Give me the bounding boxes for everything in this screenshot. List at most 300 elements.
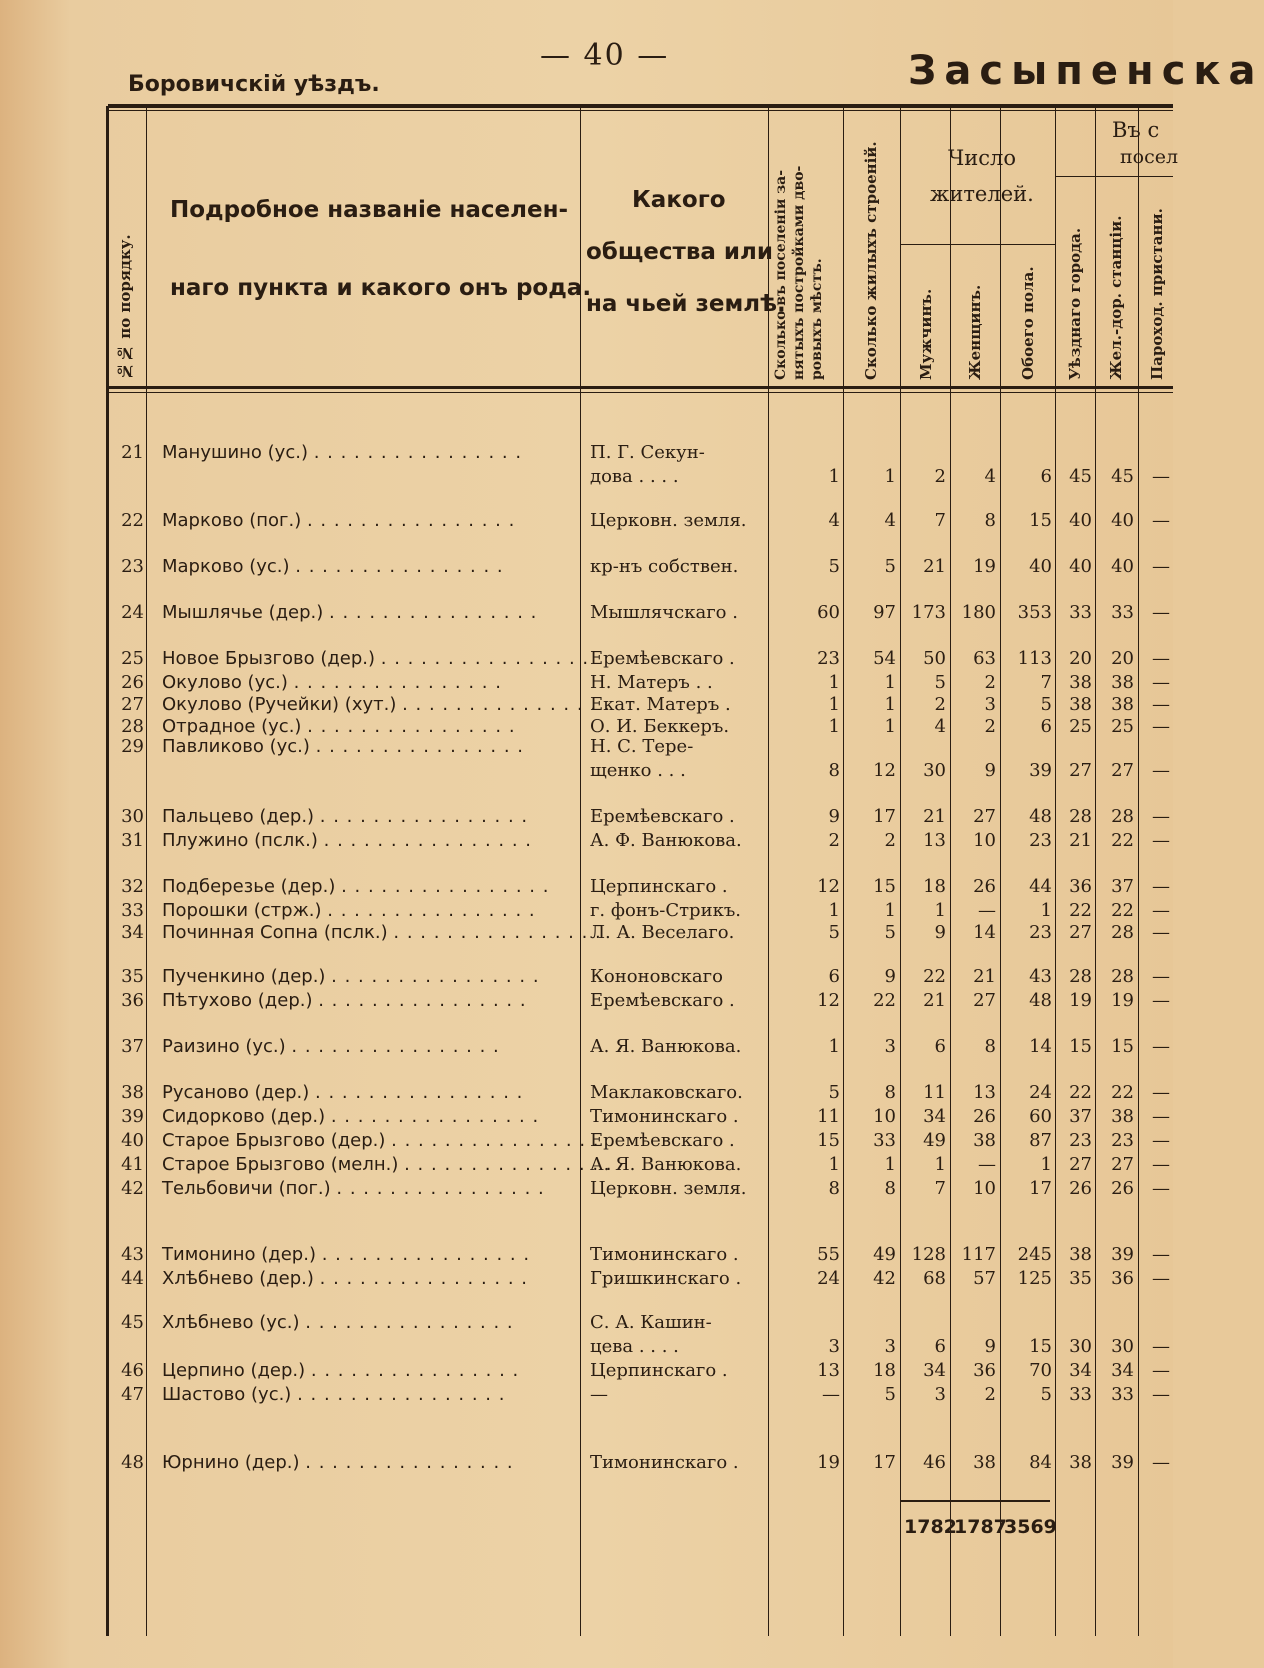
volost-title: Засыпенска (908, 48, 1264, 94)
row-pier: — (1152, 1336, 1170, 1357)
row-place-name: Церпино (дер.) . . . . . . . . . . . . . . . . (162, 1360, 520, 1381)
row-number: 48 (121, 1452, 144, 1473)
header-female: Женщинъ. (966, 284, 984, 380)
row-rail: 45 (1111, 466, 1134, 487)
row-number: 33 (121, 900, 144, 921)
row-pier: — (1152, 966, 1170, 987)
row-number: 26 (121, 672, 144, 693)
row-place-name: Павликово (ус.) . . . . . . . . . . . . . . . . (162, 736, 525, 757)
table-row (0, 1082, 1173, 1104)
row-number: 42 (121, 1178, 144, 1199)
dot-leader: . . . . . . . . . . . . . . . . (404, 1154, 613, 1175)
row-male: 46 (923, 1452, 946, 1473)
header-rail: Жел.-дор. станціи. (1107, 215, 1125, 380)
row-male: 7 (934, 1178, 946, 1199)
row-rail: 38 (1111, 1106, 1134, 1127)
row-female: — (978, 1154, 996, 1175)
row-number: 37 (121, 1036, 144, 1057)
row-rail: 15 (1111, 1036, 1134, 1057)
row-society: Еремѣевскаго . (590, 648, 735, 669)
row-place-name: Тельбовичи (пог.) . . . . . . . . . . . . . . . . (162, 1178, 545, 1199)
dot-leader: . . . . . . . . . . . . . . . . (315, 736, 525, 757)
row-town: 27 (1069, 922, 1092, 943)
row-society: г. фонъ-Стрикъ. (590, 900, 742, 921)
row-town: 40 (1069, 556, 1092, 577)
row-society: Л. А. Веселаго. (590, 922, 735, 943)
row-pier: — (1152, 1452, 1170, 1473)
row-female: 38 (973, 1452, 996, 1473)
row-number: 32 (121, 876, 144, 897)
row-yards: 60 (817, 602, 840, 623)
col-line (843, 106, 844, 1636)
row-female: 180 (961, 602, 996, 623)
row-yards: 55 (817, 1244, 840, 1265)
table-row (0, 648, 1173, 670)
row-both: 125 (1017, 1268, 1052, 1289)
row-town: 26 (1069, 1178, 1092, 1199)
total-female: 1787 (954, 1516, 1007, 1538)
row-number: 46 (121, 1360, 144, 1381)
row-town: 38 (1069, 1244, 1092, 1265)
row-town: 20 (1069, 648, 1092, 669)
row-number: 43 (121, 1244, 144, 1265)
row-society: Еремѣевскаго . (590, 990, 735, 1011)
row-yards: 12 (817, 876, 840, 897)
row-place-name: Русаново (дер.) . . . . . . . . . . . . . . . . (162, 1082, 524, 1103)
row-male: 2 (934, 694, 946, 715)
row-buildings: 17 (873, 1452, 896, 1473)
header-distance-line1: Въ с (1112, 118, 1160, 142)
row-society: Тимонинскаго . (590, 1106, 739, 1127)
table-row (0, 602, 1173, 624)
row-place-name: Окулово (ус.) . . . . . . . . . . . . . . . . (162, 672, 502, 693)
row-both: 15 (1029, 1336, 1052, 1357)
row-male: 3 (934, 1384, 946, 1405)
table-row (0, 442, 1173, 487)
header-society-line1: Какого (632, 187, 726, 213)
row-buildings: 1 (884, 466, 896, 487)
row-buildings: 5 (884, 922, 896, 943)
row-male: 6 (934, 1036, 946, 1057)
col-line (900, 106, 901, 1636)
row-yards: 24 (817, 1268, 840, 1289)
dot-leader: . . . . . . . . . . . . . . . . (305, 1312, 514, 1333)
top-rule-thin (108, 110, 1173, 111)
row-rail: 19 (1111, 990, 1134, 1011)
row-rail: 28 (1111, 922, 1134, 943)
row-pier: — (1152, 922, 1170, 943)
row-town: 38 (1069, 694, 1092, 715)
table-row (0, 736, 1173, 781)
header-society-line3: на чьей землѣ. (586, 291, 786, 317)
row-society: Еремѣевскаго . (590, 806, 735, 827)
row-male: 18 (923, 876, 946, 897)
row-both: 6 (1040, 466, 1052, 487)
table-row (0, 1154, 1173, 1176)
row-town: 21 (1069, 830, 1092, 851)
row-yards: 3 (828, 1336, 840, 1357)
row-place-name: Хлѣбнево (дер.) . . . . . . . . . . . . . . . . (162, 1268, 529, 1289)
row-both: 5 (1040, 1384, 1052, 1405)
row-buildings: 8 (884, 1178, 896, 1199)
dot-leader: . . . . . . . . . . . . . . . . (319, 1268, 529, 1289)
row-female: 27 (973, 990, 996, 1011)
row-both: 5 (1040, 694, 1052, 715)
row-place-name: Раизино (ус.) . . . . . . . . . . . . . . . . (162, 1036, 500, 1057)
row-society: Екат. Матеръ . (590, 694, 731, 715)
table-row (0, 1360, 1173, 1382)
row-place-name: Пѣтухово (дер.) . . . . . . . . . . . . . . . . (162, 990, 527, 1011)
table-row (0, 830, 1173, 852)
row-female: 2 (984, 716, 996, 737)
row-rail: 27 (1111, 1154, 1134, 1175)
dot-leader: . . . . . . . . . . . . . . . . (310, 1360, 520, 1381)
row-both: 1 (1040, 900, 1052, 921)
row-yards: 1 (828, 716, 840, 737)
row-rail: 36 (1111, 1268, 1134, 1289)
dot-leader: . . . . . . . . . . . . . . . . (393, 922, 602, 943)
row-male: 7 (934, 510, 946, 531)
row-both: 40 (1029, 556, 1052, 577)
row-buildings: 10 (873, 1106, 896, 1127)
row-town: 45 (1069, 466, 1092, 487)
row-place-name: Тимонино (дер.) . . . . . . . . . . . . . . . . (162, 1244, 531, 1265)
row-town: 27 (1069, 760, 1092, 781)
row-place-name: Старое Брызгово (мелн.) . . . . . . . . . . . . . . . . (162, 1154, 613, 1175)
row-yards: 9 (828, 806, 840, 827)
row-number: 28 (121, 716, 144, 737)
table-row (0, 1178, 1173, 1200)
row-rail: 25 (1111, 716, 1134, 737)
table-row (0, 900, 1173, 922)
dot-leader: . . . . . . . . . . . . . . . . (291, 1036, 500, 1057)
row-pier: — (1152, 648, 1170, 669)
row-male: 4 (934, 716, 946, 737)
dot-leader: . . . . . . . . . . . . . . . . (321, 1244, 531, 1265)
row-both: 48 (1029, 990, 1052, 1011)
row-buildings: 2 (884, 830, 896, 851)
row-rail: 40 (1111, 556, 1134, 577)
row-male: 34 (923, 1106, 946, 1127)
row-rail: 27 (1111, 760, 1134, 781)
row-buildings: 33 (873, 1130, 896, 1151)
row-society: Тимонинскаго . (590, 1452, 739, 1473)
row-rail: 40 (1111, 510, 1134, 531)
row-rail: 23 (1111, 1130, 1134, 1151)
row-female: 19 (973, 556, 996, 577)
row-pier: — (1152, 1268, 1170, 1289)
row-place-name: Сидорково (дер.) . . . . . . . . . . . . . . . . (162, 1106, 540, 1127)
row-town: 22 (1069, 1082, 1092, 1103)
row-female: 2 (984, 672, 996, 693)
row-both: 353 (1017, 602, 1052, 623)
row-number: 22 (121, 510, 144, 531)
row-buildings: 5 (884, 1384, 896, 1405)
row-female: 9 (984, 1336, 996, 1357)
row-town: 27 (1069, 1154, 1092, 1175)
row-town: 37 (1069, 1106, 1092, 1127)
row-society: дова . . . . (590, 466, 679, 487)
header-buildings: Сколько жилыхъ строеній. (862, 141, 880, 380)
row-number: 34 (121, 922, 144, 943)
table-row (0, 1384, 1173, 1406)
table-row (0, 510, 1173, 532)
row-male: 68 (923, 1268, 946, 1289)
row-yards: 12 (817, 990, 840, 1011)
row-society: Церпинскаго . (590, 876, 728, 897)
row-yards: — (822, 1384, 840, 1405)
dot-leader: . . . . . . . . . . . . . . . . (319, 806, 529, 827)
dot-leader: . . . . . . . . . . . . . . . . (295, 556, 504, 577)
table-row (0, 1244, 1173, 1266)
row-yards: 4 (828, 510, 840, 531)
row-male: 21 (923, 990, 946, 1011)
row-town: 19 (1069, 990, 1092, 1011)
row-number: 24 (121, 602, 144, 623)
row-pier: — (1152, 806, 1170, 827)
row-yards: 8 (828, 760, 840, 781)
row-both: 48 (1029, 806, 1052, 827)
row-female: 10 (973, 1178, 996, 1199)
row-number: 45 (121, 1312, 144, 1333)
row-yards: 5 (828, 922, 840, 943)
row-buildings: 1 (884, 716, 896, 737)
row-both: 44 (1029, 876, 1052, 897)
row-both: 7 (1040, 672, 1052, 693)
row-pier: — (1152, 876, 1170, 897)
row-pier: — (1152, 1244, 1170, 1265)
row-female: 3 (984, 694, 996, 715)
row-town: 28 (1069, 966, 1092, 987)
row-pier: — (1152, 1360, 1170, 1381)
row-pier: — (1152, 760, 1170, 781)
row-both: 14 (1029, 1036, 1052, 1057)
row-both: 23 (1029, 830, 1052, 851)
header-inhabitants-line1: Число (948, 146, 1016, 170)
row-number: 47 (121, 1384, 144, 1405)
row-buildings: 12 (873, 760, 896, 781)
row-both: 23 (1029, 922, 1052, 943)
table-row (0, 1268, 1173, 1290)
dot-leader: . . . . . . . . . . . . . . . . (323, 830, 533, 851)
row-pier: — (1152, 990, 1170, 1011)
row-pier: — (1152, 1106, 1170, 1127)
row-number: 36 (121, 990, 144, 1011)
totals-rule (900, 1500, 1050, 1502)
row-female: 4 (984, 466, 996, 487)
dot-leader: . . . . . . . . . . . . . . . . (402, 694, 611, 715)
dot-leader: . . . . . . . . . . . . . . . . (307, 716, 516, 737)
table-row (0, 966, 1173, 988)
row-society: цева . . . . (590, 1336, 679, 1357)
row-pier: — (1152, 556, 1170, 577)
dot-leader: . . . . . . . . . . . . . . . . (297, 1384, 506, 1405)
col-line (146, 106, 147, 1636)
row-yards: 5 (828, 1082, 840, 1103)
row-yards: 2 (828, 830, 840, 851)
row-town: 34 (1069, 1360, 1092, 1381)
header-order-no: №№ по порядку. (116, 234, 134, 380)
row-female: 21 (973, 966, 996, 987)
row-male: 9 (934, 922, 946, 943)
row-both: 24 (1029, 1082, 1052, 1103)
row-yards: 13 (817, 1360, 840, 1381)
row-pier: — (1152, 694, 1170, 715)
row-place-name: Плужино (пслк.) . . . . . . . . . . . . . . . . (162, 830, 533, 851)
col-line (106, 106, 109, 1636)
row-buildings: 1 (884, 1154, 896, 1175)
row-female: — (978, 900, 996, 921)
table-row (0, 716, 1173, 738)
col-line (950, 106, 951, 1636)
row-pier: — (1152, 830, 1170, 851)
row-yards: 1 (828, 1036, 840, 1057)
row-female: 10 (973, 830, 996, 851)
row-both: 84 (1029, 1452, 1052, 1473)
row-place-name: Окулово (Ручейки) (хут.) . . . . . . . . . . . . . . . . (162, 694, 611, 715)
row-society: Церковн. земля. (590, 510, 747, 531)
row-society: Церковн. земля. (590, 1178, 747, 1199)
table-row (0, 876, 1173, 898)
row-rail: 28 (1111, 806, 1134, 827)
col-line (580, 106, 581, 1636)
header-both: Обоего пола. (1019, 266, 1037, 380)
row-buildings: 1 (884, 672, 896, 693)
row-buildings: 3 (884, 1336, 896, 1357)
district-title: Боровичскій уѣздъ. (128, 72, 380, 97)
header-inhabitants-line2: жителей. (930, 182, 1034, 206)
row-rail: 33 (1111, 602, 1134, 623)
row-yards: 5 (828, 556, 840, 577)
row-female: 27 (973, 806, 996, 827)
row-place-name: Подберезье (дер.) . . . . . . . . . . . . . . . . (162, 876, 550, 897)
row-buildings: 17 (873, 806, 896, 827)
row-yards: 1 (828, 672, 840, 693)
row-female: 13 (973, 1082, 996, 1103)
row-rail: 22 (1111, 1082, 1134, 1103)
row-buildings: 97 (873, 602, 896, 623)
header-name-line1: Подробное названіе населен- (170, 197, 569, 223)
table-row (0, 672, 1173, 694)
row-yards: 6 (828, 966, 840, 987)
row-place-name: Юрнино (дер.) . . . . . . . . . . . . . . . . (162, 1452, 514, 1473)
row-female: 26 (973, 1106, 996, 1127)
dot-leader: . . . . . . . . . . . . . . . . (341, 876, 550, 897)
row-pier: — (1152, 672, 1170, 693)
row-buildings: 9 (884, 966, 896, 987)
row-yards: 8 (828, 1178, 840, 1199)
dot-leader: . . . . . . . . . . . . . . . . (315, 1082, 524, 1103)
row-male: 21 (923, 806, 946, 827)
row-buildings: 1 (884, 900, 896, 921)
row-society: Тимонинскаго . (590, 1244, 739, 1265)
row-rail: 39 (1111, 1452, 1134, 1473)
row-female: 117 (961, 1244, 996, 1265)
row-both: 70 (1029, 1360, 1052, 1381)
row-number: 31 (121, 830, 144, 851)
row-society: — (590, 1384, 608, 1405)
row-pier: — (1152, 1384, 1170, 1405)
row-rail: 38 (1111, 694, 1134, 715)
total-both: 3569 (1004, 1516, 1057, 1538)
row-buildings: 54 (873, 648, 896, 669)
table-row (0, 1036, 1173, 1058)
dot-leader: . . . . . . . . . . . . . . . . (306, 510, 516, 531)
dot-leader: . . . . . . . . . . . . . . . . (329, 602, 538, 623)
col-line (1138, 106, 1139, 1636)
row-buildings: 4 (884, 510, 896, 531)
col-line (1095, 106, 1096, 1636)
row-buildings: 1 (884, 694, 896, 715)
row-number: 25 (121, 648, 144, 669)
total-male: 1782 (904, 1516, 957, 1538)
row-yards: 1 (828, 466, 840, 487)
dot-leader: . . . . . . . . . . . . . . . . (318, 990, 527, 1011)
dot-leader: . . . . . . . . . . . . . . . . (293, 672, 502, 693)
row-society: Еремѣевскаго . (590, 1130, 735, 1151)
row-society: Н. Матеръ . . (590, 672, 713, 693)
row-town: 35 (1069, 1268, 1092, 1289)
row-yards: 1 (828, 900, 840, 921)
row-yards: 11 (817, 1106, 840, 1127)
row-pier: — (1152, 1130, 1170, 1151)
row-society: Маклаковскаго. (590, 1082, 743, 1103)
row-rail: 38 (1111, 672, 1134, 693)
row-rail: 26 (1111, 1178, 1134, 1199)
row-number: 21 (121, 442, 144, 463)
row-male: 34 (923, 1360, 946, 1381)
row-female: 26 (973, 876, 996, 897)
row-pier: — (1152, 1036, 1170, 1057)
row-number: 30 (121, 806, 144, 827)
row-number: 23 (121, 556, 144, 577)
header-distance-rule (1055, 176, 1173, 177)
row-rail: 30 (1111, 1336, 1134, 1357)
row-pier: — (1152, 1178, 1170, 1199)
row-town: 15 (1069, 1036, 1092, 1057)
row-female: 57 (973, 1268, 996, 1289)
row-number: 44 (121, 1268, 144, 1289)
row-buildings: 8 (884, 1082, 896, 1103)
row-male: 6 (934, 1336, 946, 1357)
dot-leader: . . . . . . . . . . . . . . . . (327, 900, 536, 921)
row-place-name: Марково (ус.) . . . . . . . . . . . . . . . . (162, 556, 504, 577)
dot-leader: . . . . . . . . . . . . . . . . (391, 1130, 600, 1151)
row-buildings: 42 (873, 1268, 896, 1289)
dot-leader: . . . . . . . . . . . . . . . . (305, 1452, 514, 1473)
row-both: 6 (1040, 716, 1052, 737)
row-pier: — (1152, 602, 1170, 623)
dot-leader: . . . . . . . . . . . . . . . . (331, 966, 540, 987)
col-line (1055, 106, 1056, 1636)
row-buildings: 18 (873, 1360, 896, 1381)
row-male: 49 (923, 1130, 946, 1151)
table-row (0, 1130, 1173, 1152)
row-male: 50 (923, 648, 946, 669)
row-both: 39 (1029, 760, 1052, 781)
row-female: 2 (984, 1384, 996, 1405)
row-both: 43 (1029, 966, 1052, 987)
row-pier: — (1152, 900, 1170, 921)
header-male: Мужчинъ. (917, 288, 935, 380)
table-row (0, 1106, 1173, 1128)
dot-leader: . . . . . . . . . . . . . . . . (380, 648, 590, 669)
row-society: Церпинскаго . (590, 1360, 728, 1381)
row-both: 1 (1040, 1154, 1052, 1175)
row-female: 38 (973, 1130, 996, 1151)
table-row (0, 922, 1173, 944)
row-number: 29 (121, 736, 144, 757)
